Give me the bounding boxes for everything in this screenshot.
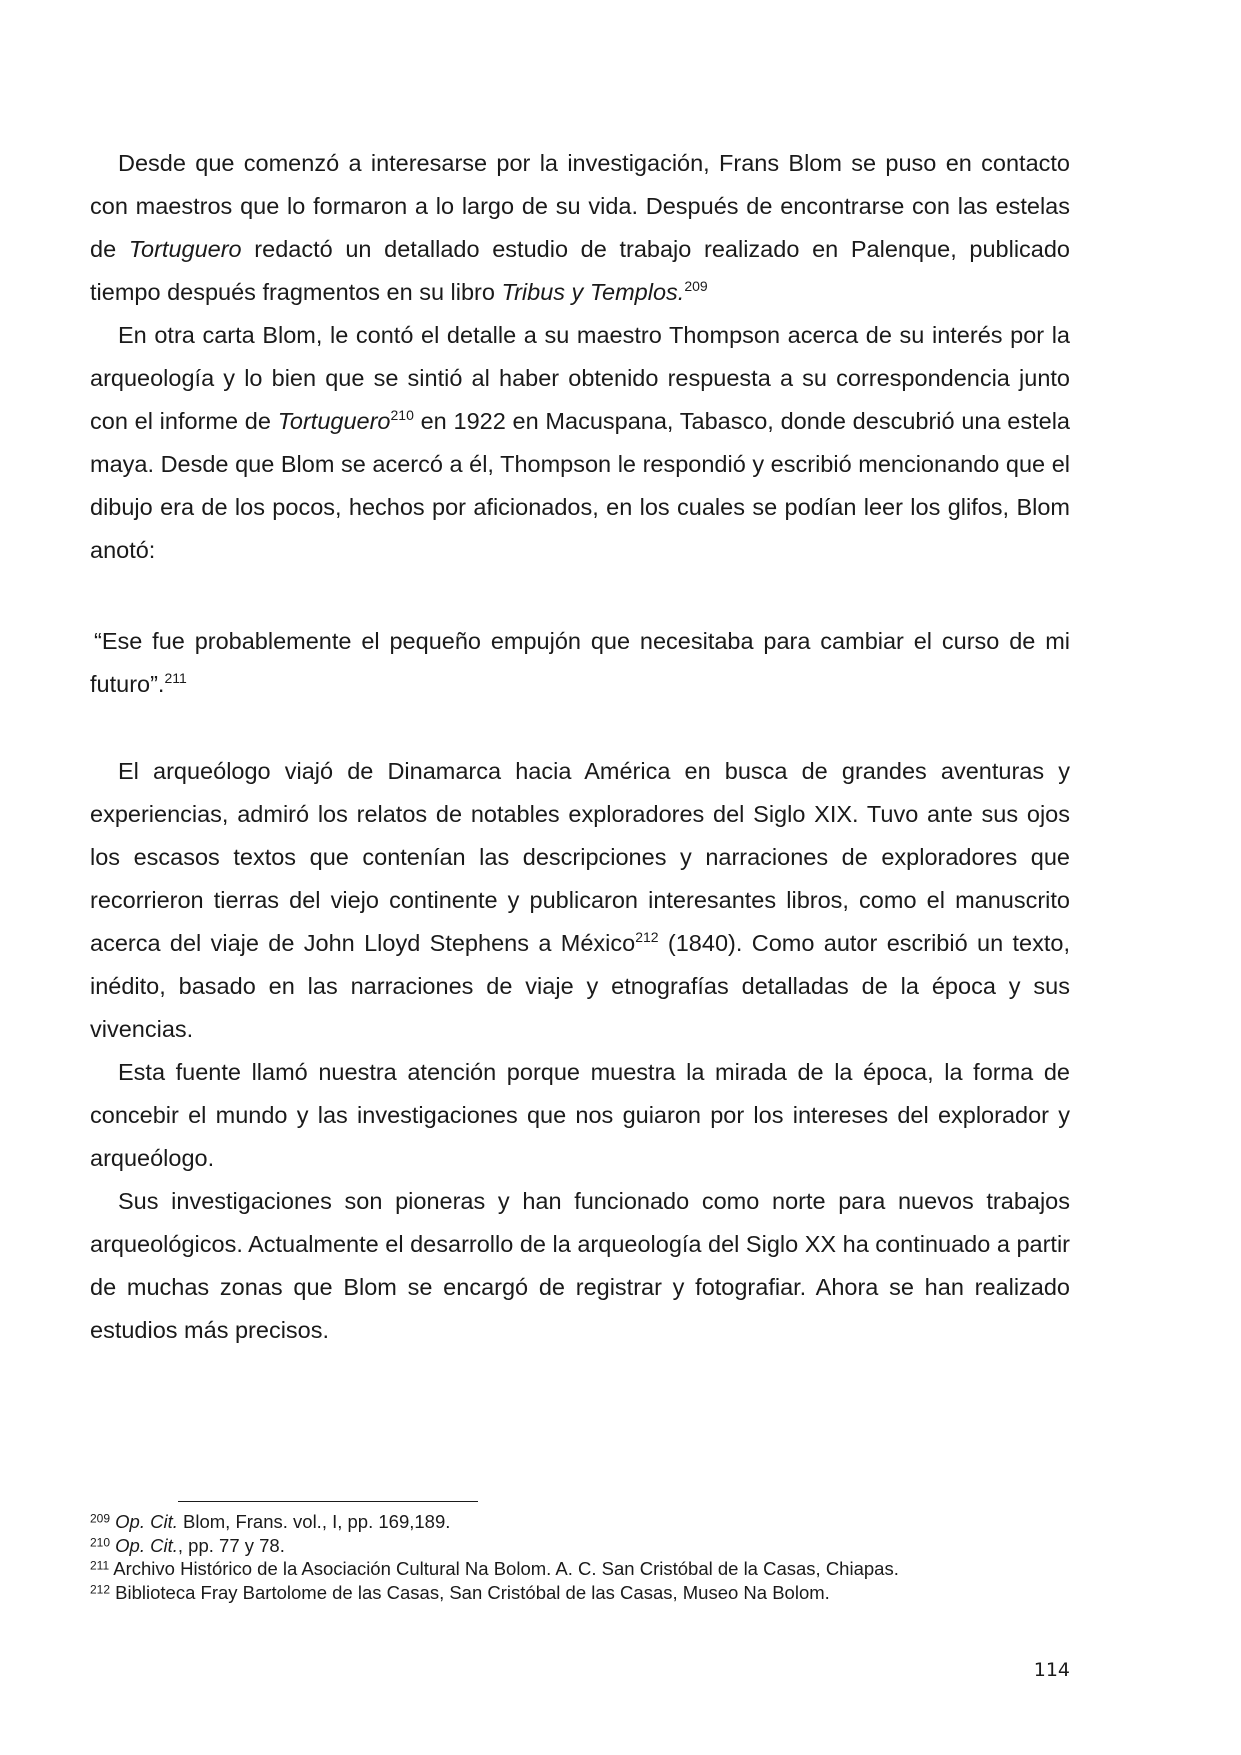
footnotes xyxy=(90,1510,1090,1604)
text-run: Biblioteca Fray Bartolome de las Casas, San Cristóbal de las Casas, Museo Na Bolom. xyxy=(110,1581,830,1603)
text-run: redactó un detallado estudio de trabajo realizado en Palenque, publicado tiempo después fragmentos en su libro xyxy=(90,236,1071,305)
text-run: en 1922 en Macuspana, Tabasco, donde descubrió una estela maya. Desde que Blom se acercó a él, Thompson le respondió y escribió mencionando que el dibujo era de los pocos, hechos por aficionados, en los cuales se podían leer los glifos, Blom anotó: xyxy=(90,408,1071,563)
text-run: Archivo Histórico de la Asociación Cultural Na Bolom. A. C. San Cristóbal de la Casas, Chiapas. xyxy=(109,1558,899,1579)
page-number: 114 xyxy=(1033,1659,1070,1681)
body-text-block-2 xyxy=(90,750,1070,1352)
text-run: El arqueólogo viajó de Dinamarca hacia América en busca de grandes aventuras y experiencias, admiró los relatos de notables exploradores del Siglo XIX. Tuvo ante sus ojos los escasos textos que contenían las descripciones y narraciones de exploradores que recorrieron tierras del viejo continente y publicaron interesantes libros, como el manuscrito acerca del viaje de John Lloyd Stephens a México xyxy=(90,758,1070,956)
paragraph xyxy=(90,142,1070,314)
block-quote xyxy=(90,620,1070,706)
italic-text: Tortuguero xyxy=(128,236,242,262)
italic-text: Tortuguero xyxy=(277,408,391,434)
italic-text: Tribus y Templos. xyxy=(501,279,685,305)
text-run: En otra carta Blom, le contó el detalle a su maestro Thompson acerca de su interés por la arqueología y lo bien que se sintió al haber obtenido respuesta a su correspondencia junto con el informe de xyxy=(90,322,1070,434)
footnote-separator xyxy=(178,1501,478,1502)
text-run: Blom, Frans. vol., I, pp. 169,189. xyxy=(177,1511,451,1532)
footnote xyxy=(90,1557,1090,1581)
italic-text: Op. Cit. xyxy=(115,1534,178,1556)
quote-paragraph xyxy=(90,620,1070,706)
paragraph xyxy=(90,1180,1070,1352)
footnote-reference: 211 xyxy=(164,669,187,686)
text-run: “Ese fue probablemente el pequeño empujón que necesitaba para cambiar el curso de mi futuro”. xyxy=(90,628,1070,697)
text-run: Desde que comenzó a interesarse por la investigación, Frans Blom se puso en contacto con maestros que lo formaron a lo largo de su vida. Después de encontrarse con las estelas de xyxy=(90,150,1070,262)
text-run: Esta fuente llamó nuestra atención porque muestra la mirada de la época, la forma de concebir el mundo y las investigaciones que nos guiaron por los intereses del explorador y arqueólogo. xyxy=(90,1059,1070,1171)
body-text-block-1 xyxy=(90,142,1070,572)
footnote-number: 210 xyxy=(90,1535,111,1550)
paragraph xyxy=(90,1051,1070,1180)
text-run: , pp. 77 y 78. xyxy=(177,1534,285,1556)
footnote-number: 211 xyxy=(90,1558,110,1573)
footnote-reference: 212 xyxy=(635,928,659,945)
footnote xyxy=(90,1534,1090,1558)
footnote-reference: 209 xyxy=(684,277,708,294)
italic-text: Op. Cit. xyxy=(115,1511,178,1532)
footnote-number: 212 xyxy=(90,1582,111,1597)
paragraph xyxy=(90,750,1070,1051)
footnote xyxy=(90,1510,1090,1534)
footnote xyxy=(90,1581,1090,1605)
text-run: Sus investigaciones son pioneras y han funcionado como norte para nuevos trabajos arqueológicos. Actualmente el desarrollo de la arqueología del Siglo XX ha continuado a partir de muchas zonas que Blom se encargó de registrar y fotografiar. Ahora se han realizado estudios más precisos. xyxy=(90,1188,1070,1343)
text-run: (1840). Como autor escribió un texto, inédito, basado en las narraciones de viaje y etnografías detalladas de la época y sus vivencias. xyxy=(90,930,1070,1042)
footnote-number: 209 xyxy=(90,1511,111,1526)
paragraph xyxy=(90,314,1070,572)
footnote-reference: 210 xyxy=(390,406,414,423)
